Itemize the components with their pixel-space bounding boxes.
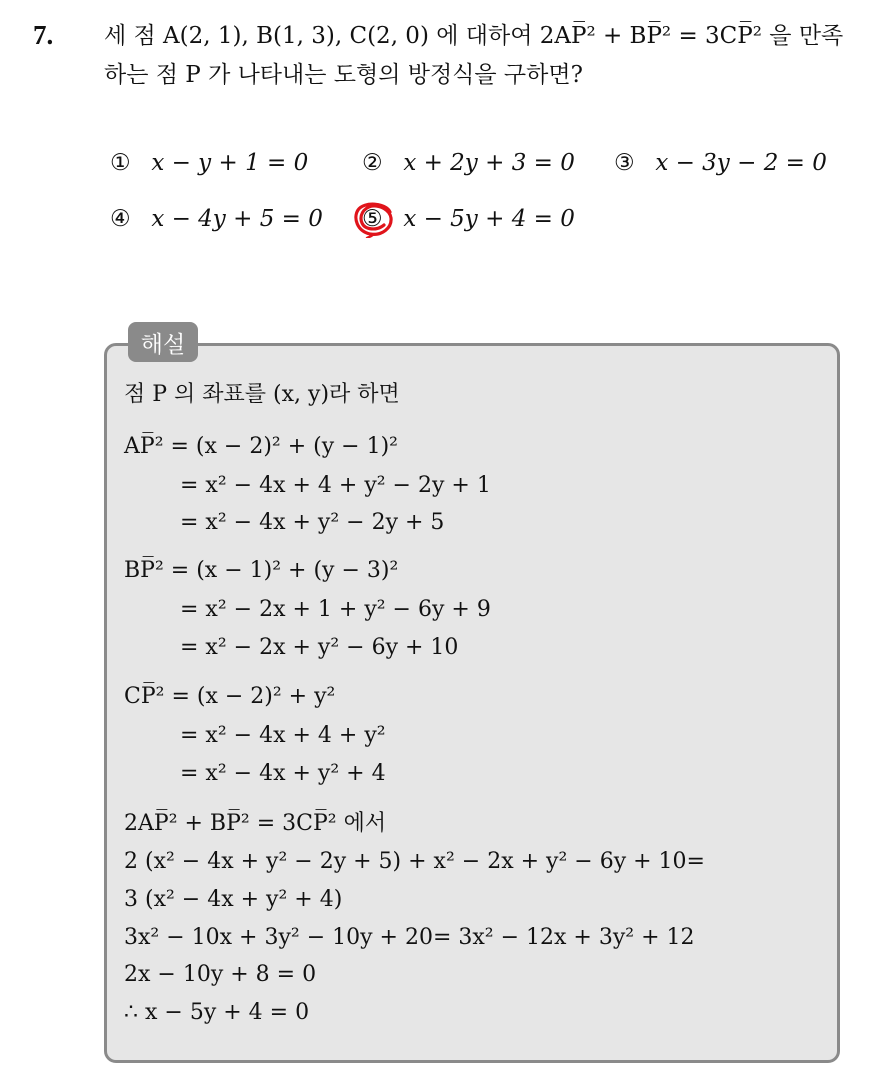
solution-line: 2AP̅² + BP̅² = 3CP̅² 에서	[124, 811, 387, 836]
choice-2-expression: x + 2y + 3 = 0	[403, 150, 575, 176]
solution-line: 2x − 10y + 8 = 0	[124, 962, 317, 987]
solution-line: = x² − 4x + 4 + y²	[180, 723, 386, 748]
choice-1-expression: x − y + 1 = 0	[151, 150, 309, 176]
solution-line: 점 P 의 좌표를 (x, y)라 하면	[124, 382, 400, 407]
choice-4-number: ④	[110, 206, 131, 232]
choice-3-number: ③	[614, 150, 635, 176]
solution-line: BP̅² = (x − 1)² + (y − 3)²	[124, 558, 399, 583]
solution-line: CP̅² = (x − 2)² + y²	[124, 684, 336, 709]
choice-2-number: ②	[362, 150, 383, 176]
solution-tab: 해설	[128, 322, 198, 362]
solution-line: 3 (x² − 4x + y² + 4)	[124, 887, 343, 912]
answer-circle-mark	[352, 200, 396, 238]
solution-line: 3x² − 10x + 3y² − 10y + 20= 3x² − 12x + 3y² + 12	[124, 925, 695, 950]
question-text-line-2: 하는 점 P 가 나타내는 도형의 방정식을 구하면?	[104, 62, 583, 88]
choice-1[interactable]	[110, 150, 308, 176]
choice-3[interactable]	[614, 150, 827, 176]
solution-line: = x² − 4x + 4 + y² − 2y + 1	[180, 473, 491, 498]
solution-line: AP̅² = (x − 2)² + (y − 1)²	[124, 434, 398, 459]
choice-3-expression: x − 3y − 2 = 0	[655, 150, 827, 176]
choice-5-number: ⑤	[362, 206, 383, 232]
choice-2[interactable]	[362, 150, 575, 176]
question-number: 7.	[33, 20, 54, 50]
solution-line: = x² − 2x + 1 + y² − 6y + 9	[180, 597, 491, 622]
choice-5-expression: x − 5y + 4 = 0	[403, 206, 575, 232]
solution-line: = x² − 4x + y² + 4	[180, 761, 386, 786]
choice-4[interactable]	[110, 206, 323, 232]
solution-line: = x² − 4x + y² − 2y + 5	[180, 510, 445, 535]
solution-line: 2 (x² − 4x + y² − 2y + 5) + x² − 2x + y² − 6y + 10=	[124, 849, 705, 874]
choice-1-number: ①	[110, 150, 131, 176]
solution-line: = x² − 2x + y² − 6y + 10	[180, 635, 459, 660]
question-text-line-1: 세 점 A(2, 1), B(1, 3), C(2, 0) 에 대하여 2AP̅² + BP̅² = 3CP̅² 을 만족	[104, 23, 844, 49]
choice-4-expression: x − 4y + 5 = 0	[151, 206, 323, 232]
solution-line: ∴ x − 5y + 4 = 0	[124, 1000, 310, 1025]
